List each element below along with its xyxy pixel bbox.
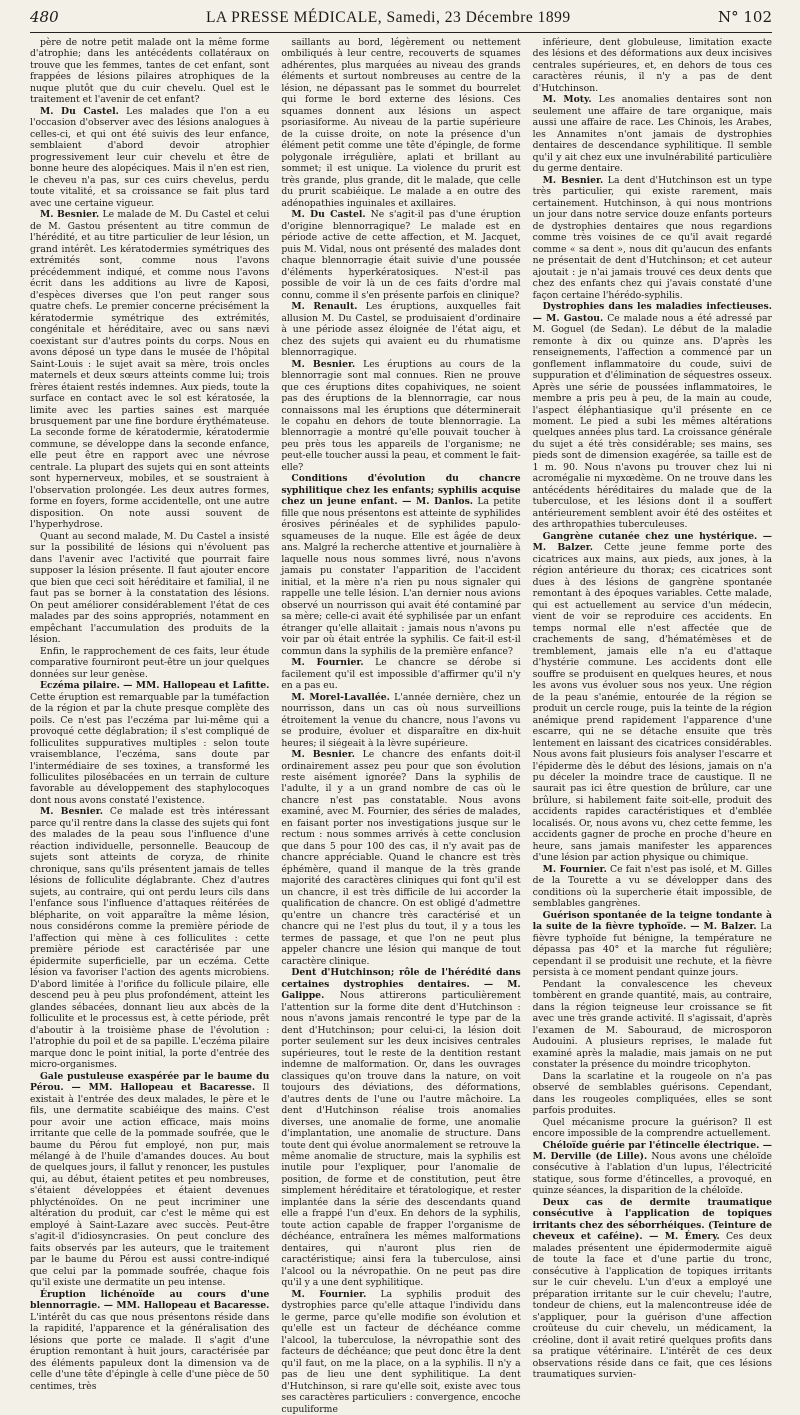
paragraph-heading: M. Besnier. <box>40 806 103 818</box>
paragraph-heading: M. Renault. <box>291 301 358 313</box>
paragraph-text: Ce malade est très intéressant parce qu'il rentre dans la classe des sujets qui font des malades de la peau sous l'influence d'une réaction individuelle, personnelle. Beaucoup de sujets sont atteints de coryza, de rhinite chronique, sans qu'ils présentent jamais de telles lésions de folliculite déglabrante. Chez d'autres sujets, au contraire, qui ont perdu leurs cils dans l'enfance sous l'influence d'attaques réitérées de blépharite, on voit apparaître la même lésion, nous considérons comme la première période de l'affection qui mène à ces folliculites : cette première période est caractérisée par une épidermite superficielle, par un eczéma. Cette lésion va favoriser l'action des agents microbiens. D'abord limitée à l'orifice du follicule pilaire, elle descend peu à peu plus profondément, atteint les glandes sébacées, donnant lieu aux abcès de la folliculite et le processus est, à cette période, prêt d'aboutir à la troisième phase de l'évolution : l'atrophie du poil et de sa papille. L'eczéma pilaire marque donc le point initial, la porte d'entrée des micro-organismes. <box>30 806 270 1071</box>
paragraph-text: saillants au bord, légèrement ou nettement ombiliqués à leur centre, recouverts de squames adhérentes, plus marquées au niveau des grands éléments et surtout nombreuses au centre de la lésion, ne dépassant pas le sommet du bourrelet qui forme le bord externe des lésions. Ces squames donnent aux lésions un aspect psoriasiforme. Au niveau de la partie supérieure de la cuisse droite, on note la présence d'un élément petit comme une tête d'épingle, de forme polygonale irrégulière, aplati et brillant au sommet; il est unique. La violence du prurit est très grande, plus grande, dit le malade, que celle du prurit scabiéique. Le malade a en outre des adénopathies inguinales et axillaires. <box>281 37 521 209</box>
text-columns <box>30 37 772 1415</box>
paragraph-heading: Éruption lichénoïde au cours d'une blennorragie. — MM. Hallopeau et Bacaresse. <box>30 1288 270 1312</box>
paragraph-text: Les malades que l'on a eu l'occasion d'observer avec des lésions analogues à celles-ci, et qui ont été suivis des leur enfance, semblaient d'abord devoir atrophier progressivement leur cuir chevelu et être de bonne heure des alopéciques. Mais il n'en est rien, le cheveu n'a pas, sur ces cuirs chevelus, perdu toute vitalité, et sa croissance se fait plus tard avec une certaine vigueur. <box>30 105 270 209</box>
paragraph <box>281 209 520 301</box>
paragraph-heading: Guérison spontanée de la teigne tondante à la suite de la fièvre typhoïde. — M. Balzer. <box>532 909 772 933</box>
paragraph-text: Ce fait n'est pas isolé, et M. Gilles de la Tourette a vu se développer dans des conditions où la supercherie était impossible, de semblables gangrènes. <box>532 863 772 910</box>
paragraph-heading: M. Besnier. <box>542 174 604 186</box>
paragraph-text: Cette éruption est remarquable par la tuméfaction de la région et par la chute presque complète des poils. Ce n'est pas l'eczéma par lui-même qui a provoqué cette déglabration; il s'est compliqué de folliculites suppuratives multiples : selon toute vraisemblance, l'eczéma, sans doute par l'intermédiaire de ses toxines, a transformé les folliculites pilosébacées en un terrain de culture favorable au développement des staphylocoques dont nous avons constaté l'existence. <box>30 691 270 806</box>
paragraph-text: Le chancre des enfants doit-il ordinairement assez peu pour que son évolution reste aisément ignorée? Dans la syphilis de l'adulte, il y a un grand nombre de cas où le chancre n'est pas constatable. Nous avons examiné, avec M. Fournier, des séries de malades, en faisant porter nos investigations jusque sur le rectum : nous sommes arrivés à cette conclusion que dans 5 pour 100 des cas, il n'y avait pas de chancre appréciable. Quand le chancre est très éphémère, quand il manque de la très grande majorité des caractères cliniques qui font qu'il est un chancre, il est très difficile de lui accorder la qualification de chancre. On est obligé d'admettre qu'entre un chancre très caractérisé et un chancre qui ne l'est plus du tout, il y a tous les termes de passage, et que l'on ne peut plus appeler chancre une lésion qui manque de tout caractère clinique. <box>281 749 521 967</box>
paragraph <box>533 910 772 979</box>
paragraph-text: Cette jeune femme porte des cicatrices aux mains, aux pieds, aux jones, à la région antérieure du thorax; ces cicatrices sont dues à des lésions de gangrène spontanée remontant à des époques variables. Cette malade, qui est actuellement au service d'un médecin, vient de voir se reproduire ces accidents. En temps normal elle n'est affectée que de crachements de sang, d'hématémèses et de tremblement, jamais elle n'a eu d'attaque d'hystérie commune. Les accidents dont elle souffre se produisent en quelques heures, et nous les avons vus évoluer sous nos yeux. Une région de la peau s'anémie, entourée de la région se produit un cercle rouge, puis la teinte de la région anémique prend rapidement l'apparence d'une escarre, qui ne se détache ensuite que très lentement en laissant des cicatrices considérables. Nous avons fait plusieurs fois analyser l'escarre et l'épiderme dès le début des lésions, jamais on n'a pu déceler la moindre trace de caustique. Il ne saurait pas ici être question de brûlure, car une brûlure, si habilement faite soit-elle, produit des accidents rapides caractéristiques et d'emblée localisés. Or, nous avons vu, chez cette femme, les accidents gagner de proche en proche d'heure en heure, sans jamais manifester les apparences d'une lésion par action physique ou chimique. <box>532 542 772 864</box>
paragraph-text: Les éruptions au cours de la blennorragie sont mal connues. Rien ne prouve que ces éruptions dites copahiviques, ne soient pas des éruptions de la blennorragie, car nous connaissons mal les éruptions que déterminerait le copahu en dehors de toute blennorragie. La blennorragie a montré qu'elle pouvait toucher à peu près tous les appareils de l'organisme; ne peut-elle toucher aussi la peau, et comment le fait-elle? <box>281 358 521 473</box>
paragraph-heading: M. Du Castel. <box>291 209 366 221</box>
paragraph <box>533 301 772 531</box>
paragraph-text: Les anomalies dentaires sont non seulement une affaire de tare organique, mais aussi une affaire de race. Les Chinois, les Arabes, les Annamites n'ont jamais de dystrophies dentaires de descendance syphilitique. Il semble qu'il y ait chez eux une invulnérabilité particulière du germe dentaire. <box>532 94 772 175</box>
journal-title: LA PRESSE MÉDICALE, Samedi, 23 Décembre 1899 <box>205 9 571 26</box>
page-header <box>30 8 772 33</box>
paragraph-heading: M. Besnier. <box>291 358 356 370</box>
paragraph <box>30 1289 269 1392</box>
paragraph <box>30 106 269 209</box>
paragraph <box>281 657 520 691</box>
paragraph-heading: Eczéma pilaire. — MM. Hallopeau et Lafitte. <box>40 680 270 692</box>
paragraph-heading: M. Fournier. <box>542 863 607 875</box>
paragraph-heading: M. Morel-Lavallée. <box>291 691 390 703</box>
paragraph <box>281 37 520 209</box>
paragraph-text: Le chancre se dérobe si facilement qu'il est impossible d'affirmer qu'il n'y en a pas eu. <box>281 657 521 692</box>
paragraph <box>533 1140 772 1197</box>
paragraph-heading: M. Fournier. <box>291 657 364 669</box>
paragraph <box>30 646 269 680</box>
paragraph <box>281 473 520 657</box>
paragraph-text: Quel mécanisme procure la guérison? Il est encore impossible de la comprendre actuellement. <box>532 1116 772 1140</box>
paragraph-text: La syphilis produit des dystrophies parce qu'elle attaque l'individu dans le germe, parce qu'elle modifie son évolution et qu'elle est un facteur de déchéance comme l'alcool, la tuberculose, la névropathie sont des facteurs de déchéance; que peut donc être la dent qu'il faut, on me la place, on a la syphilis. Il n'y a pas de lieu une dent syphilitique. La dent d'Hutchinson, si rare qu'elle soit, existe avec tous ses caractères particuliers : convergence, encoche cupuliforme <box>281 1288 521 1415</box>
paragraph-text: La petite fille que nous présentons est atteinte de syphilides érosives périnéales et de syphilides papulo-squameuses de la nuque. Elle est âgée de deux ans. Malgré la recherche attentive et journalière à laquelle nous nous sommes livré, nous n'avons jamais pu constater l'apparition de l'accident initial, et la mère n'a rien pu nous signaler qui rappelle une telle lésion. L'an dernier nous avions observé un nourrisson qui avait été contaminé par sa mère; celle-ci avait été syphilisée par un enfant étranger qu'elle allaitait : jamais nous n'avons pu voir par où était entrée la syphilis. Ce fait-il est-il commun dans la syphilis de la première enfance? <box>281 496 521 657</box>
paragraph <box>30 209 269 531</box>
paragraph-heading: Dystrophies dans les maladies infectieuses. — M. Gastou. <box>532 301 772 324</box>
paragraph-heading: Chéloïde guérie par l'étincelle électrique. — M. Derville (de Lille). <box>532 1139 772 1162</box>
paragraph-text: Nous attirerons particulièrement l'attention sur la forme dite dent d'Hutchinson : nous n'avons jamais rencontré le type par de la dent d'Hutchinson; pour celui-ci, la lésion doit porter seulement sur les deux incisives centrales supérieures, tout le reste de la dentition restant indemne de malformation. Or, dans les ouvrages classiques qu'on trouve dans la nature, on voit toujours des déviations, des déformations, d'autres dents de l'une ou l'autre mâchoire. La dent d'Hutchinson réalise trois anomalies diverses, une anomalie de forme, une anomalie d'implantation, une anomalie de structure. Dans toute dent qui évolue anormalement se retrouve la même anomalie de structure, mais la syphilis est inutile pour l'expliquer, pour l'anomalie de position, de forme et de constitution, peut être simplement héréditaire et tératologique, et rester implantée dans la série des descendants quand elle a frappé l'un d'eux. En dehors de la syphilis, toute action capable de frapper l'organisme de déchéance, entraînera les mêmes malformations dentaires, qui n'auront plus rien de caractéristique; ainsi fera la tuberculose, ainsi l'alcool ou la névropathie. On ne peut pas dire qu'il y a une dent syphilitique. <box>281 990 521 1289</box>
paragraph <box>30 1071 269 1289</box>
paragraph <box>533 1117 772 1140</box>
paragraph-text: Ces deux malades présentent une épidermodermite aiguë de toute la face et d'une partie du tronc, consécutive à l'application de topiques irritants sur le cuir chevelu. L'un d'eux a employé une préparation irritante sur le cuir chevelu; l'autre, tondeur de chiens, eut la malencontreuse idée de s'appliquer, pour la guérison d'une affection croûteuse du cuir chevelu, un médicament, la créoline, dont il avait retiré quelques profits dans sa pratique vétérinaire. L'intérêt de ces deux observations réside dans ce fait, que ces lésions traumatiques survien- <box>532 1231 772 1381</box>
column-middle <box>281 37 520 1415</box>
paragraph <box>281 1289 520 1415</box>
column-right <box>533 37 772 1415</box>
column-left <box>30 37 269 1415</box>
paragraph-text: Quant au second malade, M. Du Castel a insisté sur la possibilité de lésions qui n'évoluent pas dans l'avenir avec l'activité que pourrait faire supposer la lésion présente. Il faut ajouter encore que bien que ceci soit héréditaire et familial, il ne faut pas se borner à la constatation des lésions. On peut améliorer considérablement l'état de ces malades par des soins appropriés, notamment en empêchant l'accumulation des produits de la lésion. <box>30 530 270 646</box>
paragraph-heading: Gale pustuleuse exaspérée par le baume du Pérou. — MM. Hallopeau et Bacaresse. <box>30 1070 270 1094</box>
paragraph <box>533 37 772 94</box>
paragraph-text: Dans la scarlatine et la rougeole on n'a pas observé de semblables guérisons. Cependant, dans les rougeoles compliquées, elles se sont parfois produites. <box>532 1070 772 1117</box>
paragraph-heading: M. Besnier. <box>40 209 100 221</box>
paragraph-text: père de notre petit malade ont la même forme d'atrophie; dans les antécédents collatéraux on trouve que les femmes, tantes de cet enfant, sont frappées de lésions pilaires atrophiques de la nuque plutôt que du cuir chevelu. Quel est le traitement et l'avenir de cet enfant? <box>30 37 270 106</box>
paragraph-text: Enfin, le rapprochement de ces faits, leur étude comparative fourniront peut-être un jour quelques données sur leur genèse. <box>30 645 270 680</box>
paragraph-heading: M. Fournier. <box>291 1288 367 1300</box>
paragraph-text: La dent d'Hutchinson est un type très particulier, qui existe rarement, mais certainement. Hutchinson, à qui nous montrions un jour dans notre service douze enfants porteurs de dystrophies dentaires que nous regardions comme très voisines de ce qu'il avait regardé comme « sa dent », nous dit qu'aucun des enfants ne présentait de dent d'Hutchinson; et cet auteur ajoutait : je n'ai jamais trouvé ces deux dents que chez des enfants chez qui j'avais constaté d'une façon certaine l'hérédo-syphilis. <box>532 174 772 301</box>
paragraph <box>533 979 772 1071</box>
paragraph <box>533 531 772 864</box>
paragraph <box>30 531 269 646</box>
paragraph-heading: M. Moty. <box>542 94 592 106</box>
page-number: 480 <box>30 8 59 26</box>
paragraph-heading: Conditions d'évolution du chancre syphilitique chez les enfants; syphilis acquise chez un jeune enfant. — M. Danlos. <box>281 473 521 508</box>
paragraph-text: L'intérêt du cas que nous présentons réside dans la rapidité, l'apparence et la généralisation des lésions que porte ce malade. Il s'agit d'une éruption remontant à huit jours, caractérisée par des éléments papuleux dont la dimension va de celle d'une tête d'épingle à celle d'une pièce de 50 centimes, très <box>30 1311 270 1392</box>
paragraph <box>281 692 520 749</box>
paragraph-text: Le malade de M. Du Castel et celui de M. Gastou présentent au titre commun de l'hérédité, et au titre particulier de leur lésion, un grand intérêt. Les kératodermies symétriques des extrémités sont, comme nous l'avons précédemment indiqué, et comme nous l'avons écrit dans les additions au livre de Kaposi, d'espèces diverses que l'on peut ranger sous quatre chefs. Le premier concerne précisément la kératodermie symétrique des extrémités, congénitale et héréditaire, avec ou sans nævi coexistant sur d'autres points du corps. Nous en avons déposé un type dans le musée de l'hôpital Saint-Louis : le sujet avait sa mère, trois oncles maternels et deux sœurs atteints comme lui; trois frères étaient restés indemnes. Aux pieds, toute la surface en contact avec le sol est kératosée, la limite avec les parties saines est marquée brusquement par une fine bordure érythémateuse. La seconde forme de kératodermie, kératodermie commune, se développe dans la seconde enfance, elle peut être en rapport avec une névrose centrale. La plupart des sujets qui en sont atteints sont hypernerveux, mobiles, et se soustraient à l'observation prolongée. Les deux autres formes, forme en foyers, forme accidentelle, ont une autre disposition. On note aussi souvent de l'hyperhydrose. <box>30 209 270 531</box>
paragraph <box>533 175 772 301</box>
paragraph <box>281 967 520 1289</box>
issue-number: N° 102 <box>717 8 772 26</box>
paragraph <box>281 359 520 474</box>
paragraph <box>281 749 520 967</box>
paragraph <box>30 806 269 1070</box>
paragraph-heading: M. Du Castel. <box>40 105 119 117</box>
paragraph <box>30 37 269 106</box>
paragraph-text: Nous avons une chéloïde consécutive à l'ablation d'un lupus, l'électricité statique, sous forme d'étincelles, a provoqué, en quinze séances, la disparition de la chéloïde. <box>532 1150 772 1197</box>
paragraph-text: Ne s'agit-il pas d'une éruption d'origine blennorragique? Le malade est en période active de cette affection, et M. Jacquet, puis M. Vidal, nous ont présenté des malades dont chaque blennorragie était suivie d'une poussée d'éléments hyperkératosiques. N'est-il pas possible de voir là un de ces faits d'ordre mal connu, comme il s'en présente parfois en clinique? <box>281 209 521 301</box>
paragraph-text: Les éruptions, auxquelles fait allusion M. Du Castel, se produisaient d'ordinaire à une période assez éloignée de l'état aigu, et chez des sujets qui avaient eu du rhumatisme blennorragique. <box>281 301 521 359</box>
paragraph <box>533 94 772 174</box>
paragraph-text: inférieure, dent globuleuse, limitation exacte des lésions et des déformations aux deux incisives centrales supérieures, et, en dehors de tous ces caractères réunis, il n'y a pas de dent d'Hutchinson. <box>532 37 772 94</box>
paragraph-text: L'année dernière, chez un nourrisson, dans un cas où nous surveillions étroitement la venue du chancre, nous l'avons vu se produire, évoluer et disparaître en dix-huit heures; il siégeait à la lèvre supérieure. <box>281 691 521 749</box>
paragraph-heading: Deux cas de dermite traumatique consécutive à l'application de topiques irritants chez des séborrhéiques. (Teinture de cheveux et caféine). — M. Émery. <box>532 1196 772 1243</box>
paragraph-heading: Gangrène cutanée chez une hystérique. — M. Balzer. <box>532 530 772 554</box>
paragraph <box>30 680 269 806</box>
paragraph-text: La fièvre typhoïde fut bénigne, la température ne dépassa pas 40° et la marche fut régulière; cependant il se produisit une rechute, et la fièvre persista à ce moment pendant quinze jours. <box>532 921 772 979</box>
paragraph <box>533 1071 772 1117</box>
paragraph-heading: M. Besnier. <box>291 749 355 761</box>
paragraph-text: Il existait à l'entrée des deux malades, le père et le fils, une dermatite scabiéique des mains. C'est pour avoir une action efficace, mais moins irritante que celle de la pommade soufrée, que le baume du Pérou fut employé, non pur, mais mélangé à de l'huile d'amandes douces. Au bout de quelques jours, il fallut y renoncer, les pustules qui, au début, étaient petites et peu nombreuses, s'étaient développées et étaient devenues phlycténoïdes. On ne peut incriminer une altération du produit, car c'est le même qui est employé à Saint-Lazare avec succès. Peut-être s'agit-il d'idiosyncrasies. On peut conclure des faits observés par les auteurs, que le traitement par le baume du Pérou est aussi contre-indiqué que celui par la pommade soufrée, chaque fois qu'il existe une dermatite un peu intense. <box>30 1082 270 1289</box>
paragraph <box>281 301 520 358</box>
paragraph-text: Ce malade nous a été adressé par M. Goguel (de Sedan). Le début de la maladie remonte à dix ou quinze ans. D'après les renseignements, l'affection a commencé par un gonflement inflammatoire du coude, suivi de suppuration et d'élimination de séquestres osseux. Après une série de poussées inflammatoires, le membre a pris peu à peu, de la main au coude, l'aspect éléphantiasique qu'il présente en ce moment. Le pied a subi les mêmes altérations quelques années plus tard. La croissance générale du sujet a été très considérable; ses mains, ses pieds sont de dimension exagérée, sa taille est de 1 m. 90. Nous n'avons pu trouver chez lui ni acromégalie ni myxœdème. On ne trouve dans les antécédents héréditaires du malade que de la tuberculose, et les lésions dont il a souffert antérieurement semblent avoir été des ostéites et des arthropathies tuberculeuses. <box>532 312 772 531</box>
paragraph-text: Pendant la convalescence les cheveux tombèrent en grande quantité, mais, au contraire, dans la région teigneuse leur croissance se fit avec une très grande activité. Il s'agissait, d'après l'examen de M. Sabouraud, de microsporon Audouini. A plusieurs reprises, le malade fut examiné après la maladie, mais jamais on ne put constater la présence du moindre tricophyton. <box>532 978 772 1071</box>
paragraph-heading: Dent d'Hutchinson; rôle de l'hérédité dans certaines dystrophies dentaires. — M. Galippe. <box>281 967 521 1002</box>
paragraph <box>533 864 772 910</box>
paragraph <box>533 1197 772 1381</box>
